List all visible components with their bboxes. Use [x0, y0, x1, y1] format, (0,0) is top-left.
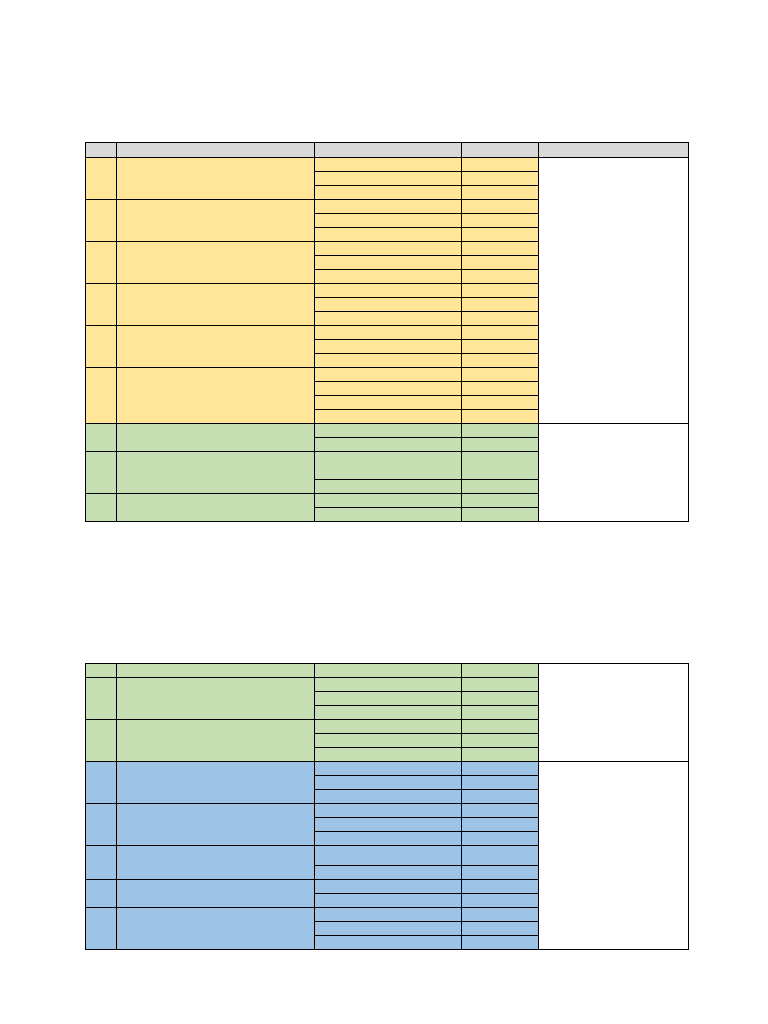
sr-number-cell	[86, 452, 117, 494]
student-name-cell	[315, 354, 462, 368]
reg-number-cell	[462, 284, 539, 298]
reg-number-cell	[462, 312, 539, 326]
header-evaluation-panel	[539, 143, 689, 158]
reg-number-cell	[462, 382, 539, 396]
sr-number-cell	[86, 678, 117, 720]
sr-number-cell	[86, 326, 117, 368]
reg-number-cell	[462, 936, 539, 950]
sr-number-cell	[86, 762, 117, 804]
sr-number-cell	[86, 368, 117, 424]
reg-number-cell	[462, 908, 539, 922]
header-reg	[462, 143, 539, 158]
student-name-cell	[315, 678, 462, 692]
student-name-cell	[315, 880, 462, 894]
project-title-cell	[117, 908, 315, 950]
student-name-cell	[315, 748, 462, 762]
reg-number-cell	[462, 270, 539, 284]
sr-number-cell	[86, 158, 117, 200]
sr-number-cell	[86, 424, 117, 452]
reg-number-cell	[462, 866, 539, 880]
reg-number-cell	[462, 818, 539, 832]
reg-number-cell	[462, 880, 539, 894]
sr-number-cell	[86, 494, 117, 522]
reg-number-cell	[462, 298, 539, 312]
student-name-cell	[315, 720, 462, 734]
student-name-cell	[315, 692, 462, 706]
student-name-cell	[315, 368, 462, 382]
reg-number-cell	[462, 776, 539, 790]
student-name-cell	[315, 734, 462, 748]
sr-number-cell	[86, 284, 117, 326]
student-name-cell	[315, 396, 462, 410]
sr-number-cell	[86, 720, 117, 762]
student-name-cell	[315, 284, 462, 298]
student-name-cell	[315, 200, 462, 214]
evaluation-panel-cell	[539, 158, 689, 424]
header-project-title	[117, 143, 315, 158]
student-name-cell	[315, 832, 462, 846]
project-title-cell	[117, 242, 315, 284]
reg-number-cell	[462, 228, 539, 242]
reg-number-cell	[462, 438, 539, 452]
reg-number-cell	[462, 396, 539, 410]
project-title-cell	[117, 424, 315, 452]
student-name-cell	[315, 922, 462, 936]
table-row	[86, 158, 689, 172]
reg-number-cell	[462, 158, 539, 172]
student-name-cell	[315, 242, 462, 256]
evaluation-table-page-2	[85, 663, 689, 950]
project-title-cell	[117, 804, 315, 846]
student-name-cell	[315, 410, 462, 424]
reg-number-cell	[462, 424, 539, 438]
reg-number-cell	[462, 368, 539, 382]
student-name-cell	[315, 804, 462, 818]
sr-number-cell	[86, 880, 117, 908]
reg-number-cell	[462, 452, 539, 480]
reg-number-cell	[462, 256, 539, 270]
project-title-cell	[117, 200, 315, 242]
project-title-cell	[117, 678, 315, 720]
student-name-cell	[315, 326, 462, 340]
reg-number-cell	[462, 354, 539, 368]
reg-number-cell	[462, 790, 539, 804]
reg-number-cell	[462, 186, 539, 200]
student-name-cell	[315, 894, 462, 908]
student-name-cell	[315, 270, 462, 284]
reg-number-cell	[462, 664, 539, 678]
project-title-cell	[117, 452, 315, 494]
reg-number-cell	[462, 894, 539, 908]
sr-number-cell	[86, 804, 117, 846]
reg-number-cell	[462, 832, 539, 846]
sr-number-cell	[86, 200, 117, 242]
student-name-cell	[315, 706, 462, 720]
student-name-cell	[315, 936, 462, 950]
project-title-cell	[117, 846, 315, 880]
student-name-cell	[315, 452, 462, 480]
project-title-cell	[117, 880, 315, 908]
table-row	[86, 762, 689, 776]
reg-number-cell	[462, 846, 539, 866]
project-title-cell	[117, 494, 315, 522]
project-title-cell	[117, 720, 315, 762]
sr-number-cell	[86, 242, 117, 284]
project-title-cell	[117, 284, 315, 326]
header-sr	[86, 143, 117, 158]
project-title-cell	[117, 368, 315, 424]
reg-number-cell	[462, 410, 539, 424]
student-name-cell	[315, 424, 462, 438]
reg-number-cell	[462, 242, 539, 256]
sr-number-cell	[86, 908, 117, 950]
reg-number-cell	[462, 804, 539, 818]
student-name-cell	[315, 214, 462, 228]
student-name-cell	[315, 818, 462, 832]
reg-number-cell	[462, 494, 539, 508]
reg-number-cell	[462, 720, 539, 734]
student-name-cell	[315, 438, 462, 452]
student-name-cell	[315, 382, 462, 396]
reg-number-cell	[462, 922, 539, 936]
evaluation-panel-cell	[539, 424, 689, 522]
table-header-row	[86, 143, 689, 158]
reg-number-cell	[462, 214, 539, 228]
evaluation-panel-cell	[539, 762, 689, 950]
evaluation-panel-cell	[539, 664, 689, 762]
reg-number-cell	[462, 340, 539, 354]
reg-number-cell	[462, 678, 539, 692]
student-name-cell	[315, 256, 462, 270]
project-title-cell	[117, 158, 315, 200]
student-name-cell	[315, 846, 462, 866]
project-title-cell	[117, 762, 315, 804]
student-name-cell	[315, 172, 462, 186]
student-name-cell	[315, 908, 462, 922]
reg-number-cell	[462, 748, 539, 762]
header-student-name	[315, 143, 462, 158]
project-title-cell	[117, 664, 315, 678]
student-name-cell	[315, 508, 462, 522]
student-name-cell	[315, 664, 462, 678]
student-name-cell	[315, 312, 462, 326]
student-name-cell	[315, 480, 462, 494]
student-name-cell	[315, 298, 462, 312]
evaluation-table-page-1	[85, 142, 689, 522]
reg-number-cell	[462, 734, 539, 748]
reg-number-cell	[462, 172, 539, 186]
table-row	[86, 424, 689, 438]
reg-number-cell	[462, 326, 539, 340]
reg-number-cell	[462, 480, 539, 494]
sr-number-cell	[86, 664, 117, 678]
student-name-cell	[315, 776, 462, 790]
table-row	[86, 664, 689, 678]
reg-number-cell	[462, 706, 539, 720]
reg-number-cell	[462, 200, 539, 214]
project-title-cell	[117, 326, 315, 368]
student-name-cell	[315, 762, 462, 776]
reg-number-cell	[462, 508, 539, 522]
student-name-cell	[315, 340, 462, 354]
student-name-cell	[315, 158, 462, 172]
student-name-cell	[315, 790, 462, 804]
student-name-cell	[315, 494, 462, 508]
sr-number-cell	[86, 846, 117, 880]
student-name-cell	[315, 228, 462, 242]
student-name-cell	[315, 866, 462, 880]
student-name-cell	[315, 186, 462, 200]
reg-number-cell	[462, 762, 539, 776]
reg-number-cell	[462, 692, 539, 706]
